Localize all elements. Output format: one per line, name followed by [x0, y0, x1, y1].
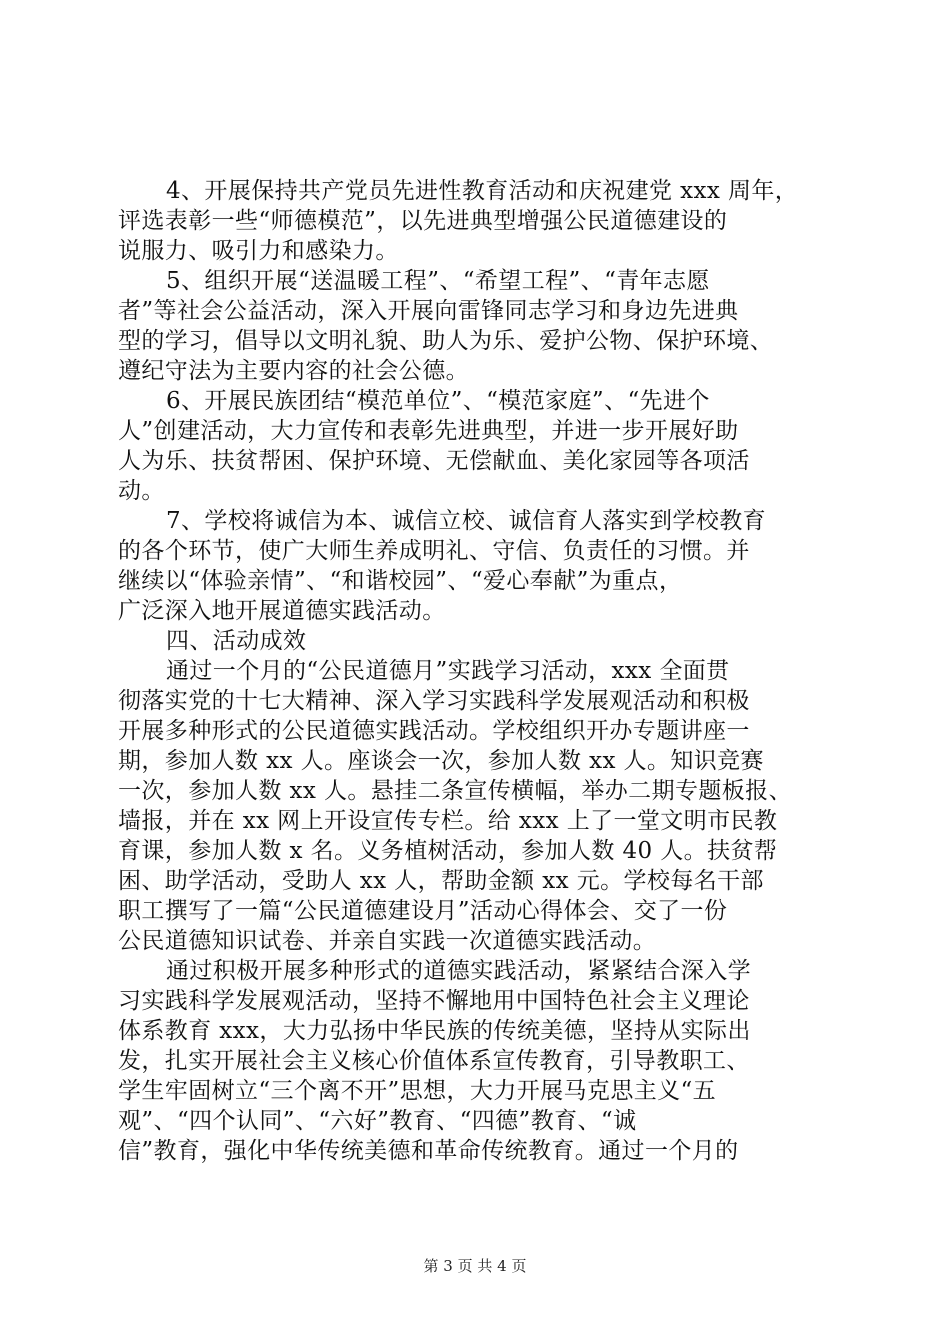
text-line: 通过积极开展多种形式的道德实践活动，紧紧结合深入学	[166, 958, 751, 984]
text-line: 职工撰写了一篇“公民道德建设月”活动心得体会、交了一份	[118, 898, 728, 924]
text-line: 开展多种形式的公民道德实践活动。学校组织开办专题讲座一	[118, 718, 750, 744]
text-line: 习实践科学发展观活动，坚持不懈地用中国特色社会主义理论	[118, 988, 750, 1014]
text-line: 通过一个月的“公民道德月”实践学习活动，xxx 全面贯	[166, 658, 730, 684]
text-line: 继续以“体验亲情”、“和谐校园”、“爱心奉献”为重点，	[118, 568, 683, 594]
text-line: 动。	[118, 478, 165, 504]
text-line: 体系教育 xxx，大力弘扬中华民族的传统美德，坚持从实际出	[118, 1018, 751, 1044]
text-line: 墙报，并在 xx 网上开设宣传专栏。给 xxx 上了一堂文明市民教	[118, 808, 778, 834]
text-line: 公民道德知识试卷、并亲自实践一次道德实践活动。	[118, 928, 657, 954]
text-line: 学生牢固树立“三个离不开”思想，大力开展马克思主义“五	[118, 1078, 717, 1104]
page-footer: 第 3 页 共 4 页	[423, 1257, 527, 1275]
text-line: 者”等社会公益活动，深入开展向雷锋同志学习和身边先进典	[118, 298, 739, 324]
text-line: 人”创建活动，大力宣传和表彰先进典型，并进一步开展好助	[118, 418, 739, 444]
text-line: 困、助学活动，受助人 xx 人，帮助金额 xx 元。学校每名干部	[118, 868, 764, 894]
text-line: 信”教育，强化中华传统美德和革命传统教育。通过一个月的	[118, 1138, 739, 1164]
text-line: 发，扎实开展社会主义核心价值体系宣传教育，引导教职工、	[118, 1048, 750, 1074]
text-line: 4、开展保持共产党员先进性教育活动和庆祝建党 xxx 周年，	[166, 178, 799, 204]
text-line: 评选表彰一些“师德模范”，以先进典型增强公民道德建设的	[118, 208, 728, 234]
text-line: 人为乐、扶贫帮困、保护环境、无偿献血、美化家园等各项活	[118, 448, 750, 474]
text-line: 5、组织开展“送温暖工程”、“希望工程”、“青年志愿	[166, 268, 710, 294]
text-line: 期，参加人数 xx 人。座谈会一次，参加人数 xx 人。知识竞赛	[118, 748, 764, 774]
text-line: 的各个环节，使广大师生养成明礼、守信、负责任的习惯。并	[118, 538, 750, 564]
text-line: 四、活动成效	[166, 628, 307, 654]
text-line: 7、学校将诚信为本、诚信立校、诚信育人落实到学校教育	[166, 508, 767, 534]
text-line: 6、开展民族团结“模范单位”、“模范家庭”、“先进个	[166, 388, 710, 414]
text-line: 遵纪守法为主要内容的社会公德。	[118, 358, 469, 384]
document-body	[118, 176, 834, 1166]
text-line: 广泛深入地开展道德实践活动。	[118, 598, 446, 624]
text-line: 说服力、吸引力和感染力。	[118, 238, 399, 264]
text-line: 一次，参加人数 xx 人。悬挂二条宣传横幅，举办二期专题板报、	[118, 778, 792, 804]
text-line: 育课，参加人数 x 名。义务植树活动，参加人数 40 人。扶贫帮	[118, 838, 778, 864]
text-line: 观”、“四个认同”、“六好”教育、“四德”教育、“诚	[118, 1108, 637, 1134]
text-line: 型的学习，倡导以文明礼貌、助人为乐、爱护公物、保护环境、	[118, 328, 774, 354]
text-line: 彻落实党的十七大精神、深入学习实践科学发展观活动和积极	[118, 688, 750, 714]
